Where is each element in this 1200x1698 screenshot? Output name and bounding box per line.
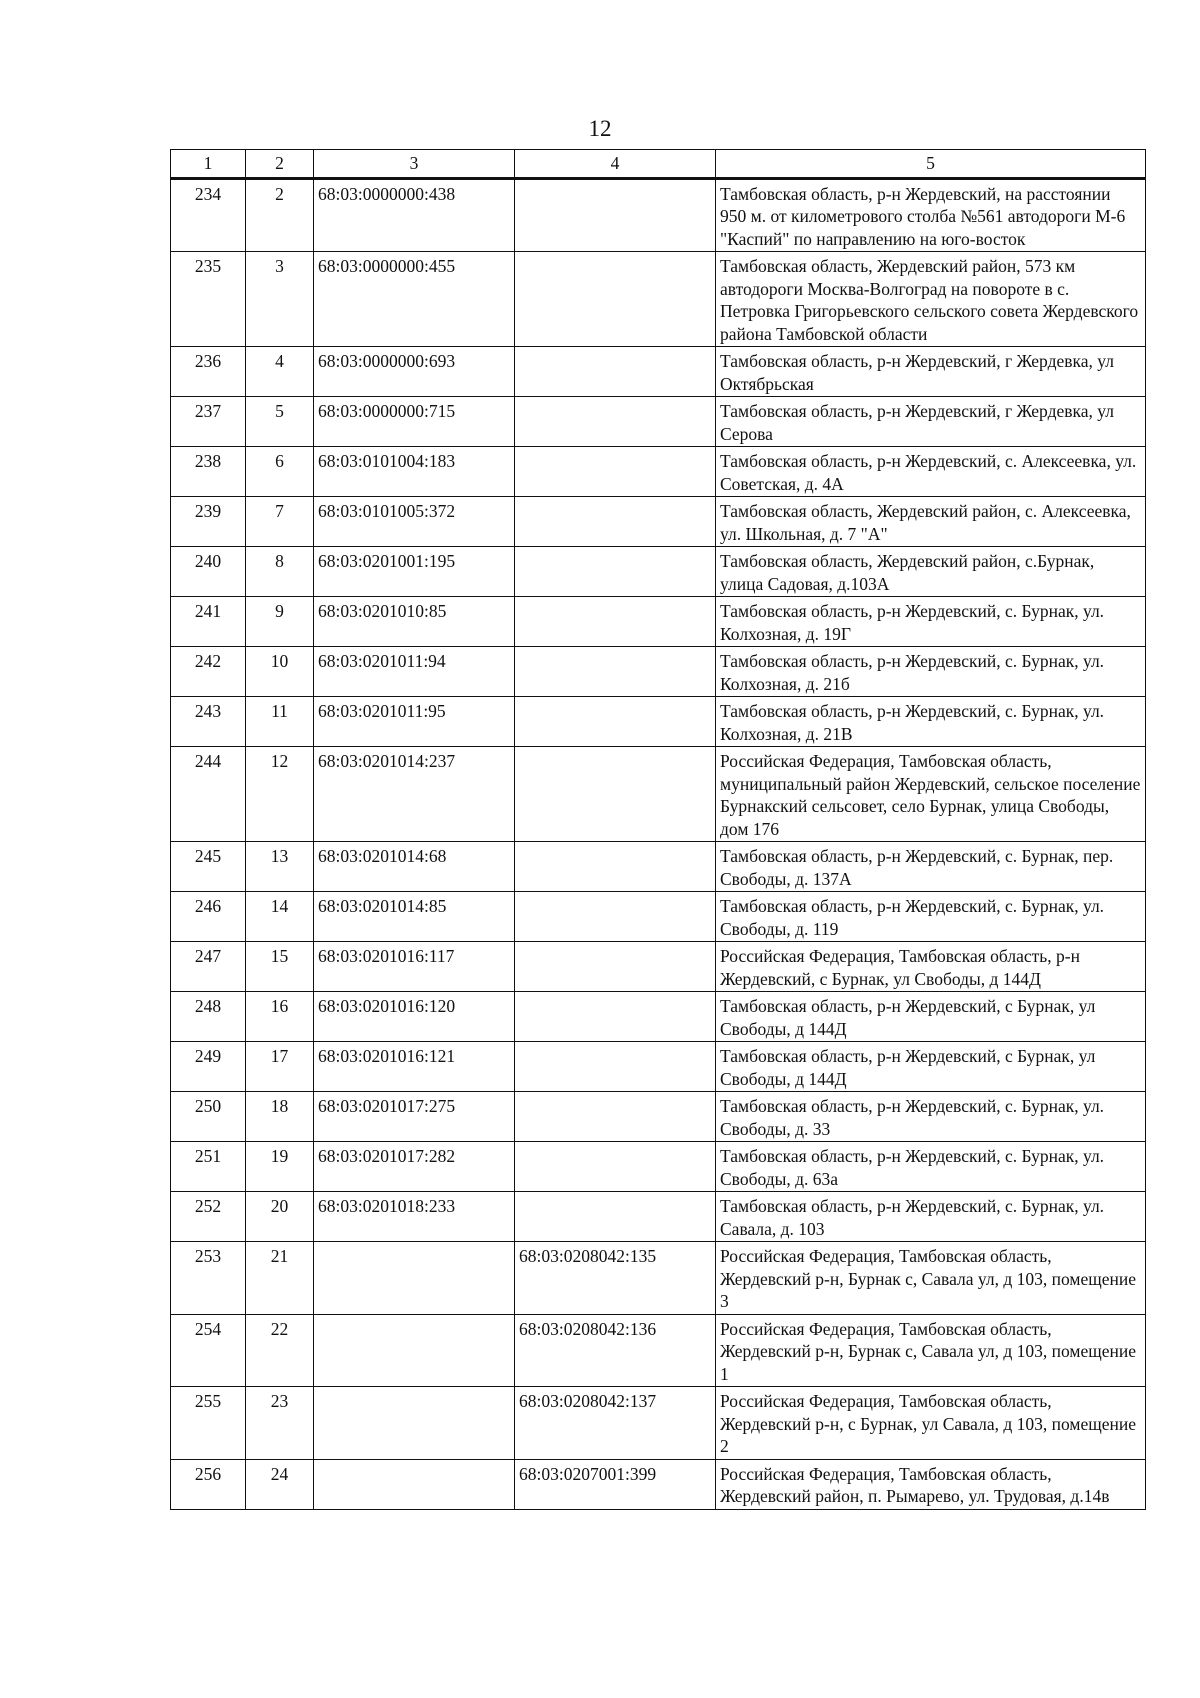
row-number: 239 <box>171 497 246 547</box>
address: Тамбовская область, Жердевский район, 573 км автодороги Москва-Волгоград на повороте в с. Петровка Григорьевского сельского совета Жердевского района Тамбовской области <box>716 252 1146 347</box>
premises-cadastral-number <box>515 252 716 347</box>
premises-cadastral-number <box>515 697 716 747</box>
row-number: 255 <box>171 1387 246 1460</box>
cadastral-number: 68:03:0000000:715 <box>314 397 515 447</box>
item-index: 24 <box>246 1459 314 1509</box>
address: Российская Федерация, Тамбовская область, Жердевский р-н, Бурнак с, Савала ул, д 103, помещение 1 <box>716 1314 1146 1387</box>
item-index: 2 <box>246 178 314 252</box>
row-number: 248 <box>171 992 246 1042</box>
item-index: 5 <box>246 397 314 447</box>
table-row <box>171 892 1146 942</box>
item-index: 12 <box>246 747 314 842</box>
row-number: 256 <box>171 1459 246 1509</box>
row-number: 254 <box>171 1314 246 1387</box>
row-number: 236 <box>171 347 246 397</box>
address: Тамбовская область, р-н Жердевский, с. Бурнак, ул. Свободы, д. 119 <box>716 892 1146 942</box>
address: Российская Федерация, Тамбовская область, муниципальный район Жердевский, сельское поселение Бурнакский сельсовет, село Бурнак, улица Свободы, дом 176 <box>716 747 1146 842</box>
address: Тамбовская область, р-н Жердевский, с. Бурнак, ул. Савала, д. 103 <box>716 1192 1146 1242</box>
cadastral-number: 68:03:0201011:94 <box>314 647 515 697</box>
address: Тамбовская область, р-н Жердевский, с. Бурнак, ул. Свободы, д. 63а <box>716 1142 1146 1192</box>
table-row <box>171 942 1146 992</box>
row-number: 246 <box>171 892 246 942</box>
table-body <box>171 178 1146 1509</box>
table-row <box>171 1092 1146 1142</box>
address: Тамбовская область, р-н Жердевский, с. Бурнак, ул. Свободы, д. 33 <box>716 1092 1146 1142</box>
row-number: 243 <box>171 697 246 747</box>
premises-cadastral-number <box>515 397 716 447</box>
premises-cadastral-number: 68:03:0208042:135 <box>515 1242 716 1315</box>
item-index: 4 <box>246 347 314 397</box>
premises-cadastral-number <box>515 347 716 397</box>
cadastral-number <box>314 1387 515 1460</box>
item-index: 9 <box>246 597 314 647</box>
address: Тамбовская область, Жердевский район, с.Бурнак, улица Садовая, д.103А <box>716 547 1146 597</box>
row-number: 234 <box>171 178 246 252</box>
cadastral-number: 68:03:0201016:120 <box>314 992 515 1042</box>
premises-cadastral-number: 68:03:0208042:136 <box>515 1314 716 1387</box>
table-row <box>171 1242 1146 1315</box>
address: Тамбовская область, р-н Жердевский, с. Бурнак, пер. Свободы, д. 137А <box>716 842 1146 892</box>
address: Тамбовская область, р-н Жердевский, г Жердевка, ул Серова <box>716 397 1146 447</box>
address: Тамбовская область, р-н Жердевский, с. Бурнак, ул. Колхозная, д. 21б <box>716 647 1146 697</box>
item-index: 11 <box>246 697 314 747</box>
item-index: 17 <box>246 1042 314 1092</box>
item-index: 18 <box>246 1092 314 1142</box>
item-index: 23 <box>246 1387 314 1460</box>
address: Тамбовская область, р-н Жердевский, с Бурнак, ул Свободы, д 144Д <box>716 992 1146 1042</box>
premises-cadastral-number <box>515 842 716 892</box>
premises-cadastral-number <box>515 942 716 992</box>
address: Российская Федерация, Тамбовская область, Жердевский р-н, с Бурнак, ул Савала, д 103, помещение 2 <box>716 1387 1146 1460</box>
item-index: 15 <box>246 942 314 992</box>
row-number: 251 <box>171 1142 246 1192</box>
row-number: 237 <box>171 397 246 447</box>
cadastral-number: 68:03:0201017:275 <box>314 1092 515 1142</box>
item-index: 16 <box>246 992 314 1042</box>
premises-cadastral-number <box>515 1142 716 1192</box>
premises-cadastral-number <box>515 892 716 942</box>
address: Российская Федерация, Тамбовская область, Жердевский район, п. Рымарево, ул. Трудовая, д.14в <box>716 1459 1146 1509</box>
header-col-2: 2 <box>246 150 314 179</box>
registry-table <box>170 149 1146 1510</box>
table-row <box>171 178 1146 252</box>
cadastral-number: 68:03:0201016:117 <box>314 942 515 992</box>
row-number: 247 <box>171 942 246 992</box>
address: Тамбовская область, р-н Жердевский, с. Бурнак, ул. Колхозная, д. 21В <box>716 697 1146 747</box>
table-row <box>171 252 1146 347</box>
row-number: 252 <box>171 1192 246 1242</box>
cadastral-number: 68:03:0000000:438 <box>314 178 515 252</box>
table-row <box>171 347 1146 397</box>
cadastral-number: 68:03:0000000:693 <box>314 347 515 397</box>
cadastral-number: 68:03:0101004:183 <box>314 447 515 497</box>
table-row <box>171 1142 1146 1192</box>
table-row <box>171 697 1146 747</box>
table-row <box>171 842 1146 892</box>
header-col-4: 4 <box>515 150 716 179</box>
premises-cadastral-number <box>515 1192 716 1242</box>
premises-cadastral-number <box>515 992 716 1042</box>
cadastral-number <box>314 1314 515 1387</box>
table-row <box>171 1192 1146 1242</box>
table-row <box>171 1314 1146 1387</box>
item-index: 21 <box>246 1242 314 1315</box>
premises-cadastral-number <box>515 447 716 497</box>
header-col-5: 5 <box>716 150 1146 179</box>
cadastral-number <box>314 1459 515 1509</box>
table-row <box>171 397 1146 447</box>
row-number: 253 <box>171 1242 246 1315</box>
row-number: 250 <box>171 1092 246 1142</box>
premises-cadastral-number: 68:03:0207001:399 <box>515 1459 716 1509</box>
premises-cadastral-number <box>515 178 716 252</box>
item-index: 20 <box>246 1192 314 1242</box>
header-col-3: 3 <box>314 150 515 179</box>
premises-cadastral-number <box>515 547 716 597</box>
premises-cadastral-number <box>515 597 716 647</box>
cadastral-number: 68:03:0101005:372 <box>314 497 515 547</box>
address: Тамбовская область, р-н Жердевский, с. Алексеевка, ул. Советская, д. 4А <box>716 447 1146 497</box>
cadastral-number: 68:03:0201014:237 <box>314 747 515 842</box>
address: Тамбовская область, р-н Жердевский, г Жердевка, ул Октябрьская <box>716 347 1146 397</box>
page-number: 12 <box>588 116 612 141</box>
table-row <box>171 747 1146 842</box>
table-header <box>171 150 1146 179</box>
cadastral-number: 68:03:0000000:455 <box>314 252 515 347</box>
cadastral-number: 68:03:0201010:85 <box>314 597 515 647</box>
table-row <box>171 497 1146 547</box>
premises-cadastral-number <box>515 1092 716 1142</box>
header-row <box>171 150 1146 179</box>
address: Российская Федерация, Тамбовская область, р-н Жердевский, с Бурнак, ул Свободы, д 144Д <box>716 942 1146 992</box>
item-index: 13 <box>246 842 314 892</box>
item-index: 10 <box>246 647 314 697</box>
table-row <box>171 1042 1146 1092</box>
address: Тамбовская область, р-н Жердевский, с Бурнак, ул Свободы, д 144Д <box>716 1042 1146 1092</box>
cadastral-number: 68:03:0201014:85 <box>314 892 515 942</box>
item-index: 14 <box>246 892 314 942</box>
premises-cadastral-number <box>515 747 716 842</box>
premises-cadastral-number: 68:03:0208042:137 <box>515 1387 716 1460</box>
row-number: 245 <box>171 842 246 892</box>
premises-cadastral-number <box>515 1042 716 1092</box>
cadastral-number: 68:03:0201016:121 <box>314 1042 515 1092</box>
table-row <box>171 547 1146 597</box>
premises-cadastral-number <box>515 497 716 547</box>
premises-cadastral-number <box>515 647 716 697</box>
table-row <box>171 647 1146 697</box>
item-index: 6 <box>246 447 314 497</box>
address: Российская Федерация, Тамбовская область, Жердевский р-н, Бурнак с, Савала ул, д 103, помещение 3 <box>716 1242 1146 1315</box>
row-number: 235 <box>171 252 246 347</box>
address: Тамбовская область, Жердевский район, с. Алексеевка, ул. Школьная, д. 7 "А" <box>716 497 1146 547</box>
row-number: 241 <box>171 597 246 647</box>
cadastral-number: 68:03:0201014:68 <box>314 842 515 892</box>
row-number: 238 <box>171 447 246 497</box>
header-col-1: 1 <box>171 150 246 179</box>
row-number: 242 <box>171 647 246 697</box>
row-number: 249 <box>171 1042 246 1092</box>
table-row <box>171 447 1146 497</box>
table-row <box>171 597 1146 647</box>
row-number: 240 <box>171 547 246 597</box>
cadastral-number: 68:03:0201018:233 <box>314 1192 515 1242</box>
item-index: 7 <box>246 497 314 547</box>
table-row <box>171 1459 1146 1509</box>
address: Тамбовская область, р-н Жердевский, на расстоянии 950 м. от километрового столба №561 автодороги М-6 "Каспий" по направлению на юго-восток <box>716 178 1146 252</box>
item-index: 22 <box>246 1314 314 1387</box>
address: Тамбовская область, р-н Жердевский, с. Бурнак, ул. Колхозная, д. 19Г <box>716 597 1146 647</box>
row-number: 244 <box>171 747 246 842</box>
cadastral-number <box>314 1242 515 1315</box>
item-index: 3 <box>246 252 314 347</box>
table-row <box>171 992 1146 1042</box>
cadastral-number: 68:03:0201001:195 <box>314 547 515 597</box>
cadastral-number: 68:03:0201011:95 <box>314 697 515 747</box>
table-row <box>171 1387 1146 1460</box>
cadastral-number: 68:03:0201017:282 <box>314 1142 515 1192</box>
item-index: 8 <box>246 547 314 597</box>
item-index: 19 <box>246 1142 314 1192</box>
